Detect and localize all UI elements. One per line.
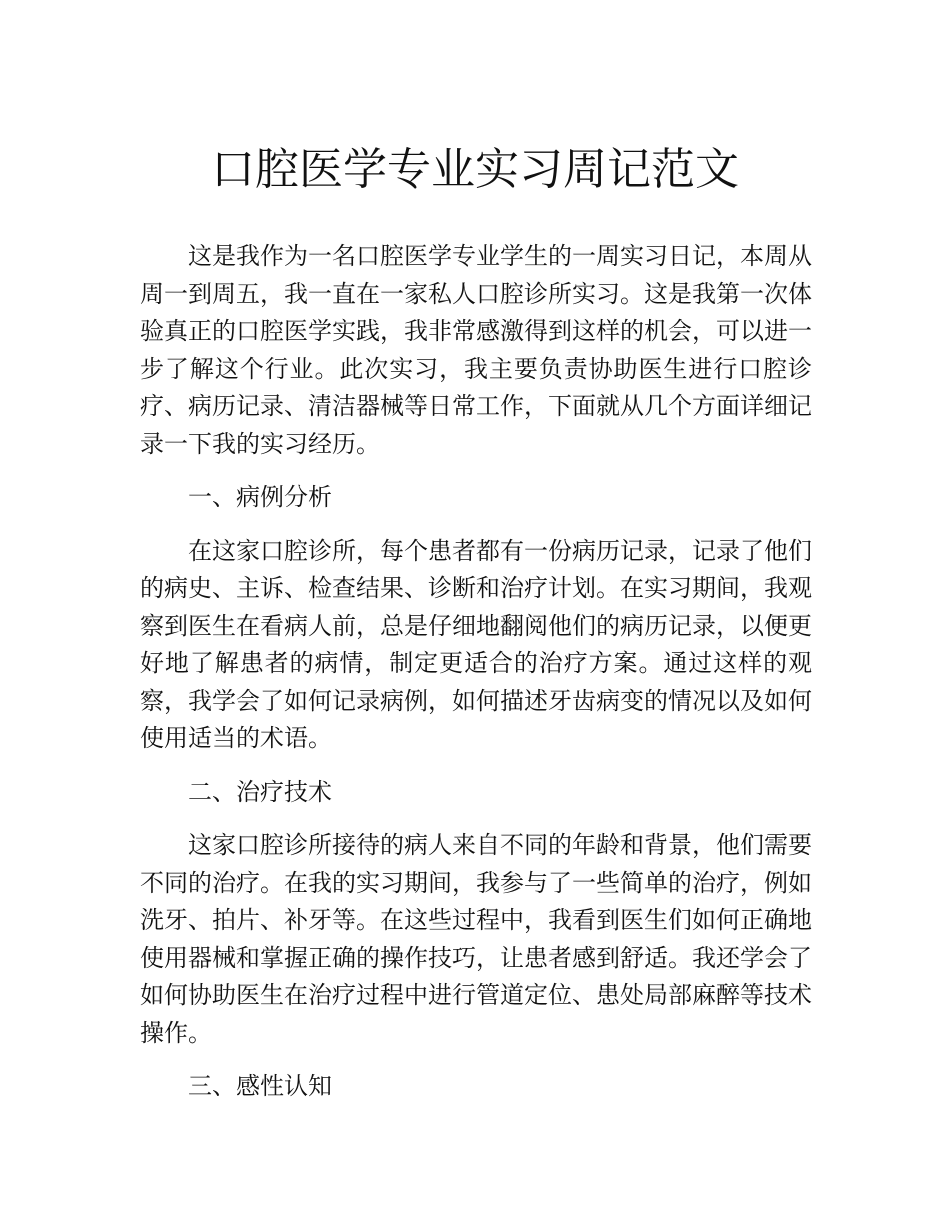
intro-paragraph: 这是我作为一名口腔医学专业学生的一周实习日记，本周从周一到周五，我一直在一家私人口腔诊所实习。这是我第一次体验真正的口腔医学实践，我非常感激得到这样的机会，可以进一步了解这个行业。此次实习，我主要负责协助医生进行口腔诊疗、病历记录、清洁器械等日常工作，下面就从几个方面详细记录一下我的实习经历。 bbox=[140, 242, 812, 458]
paragraph-spacer bbox=[140, 811, 812, 827]
paragraph-spacer bbox=[140, 758, 812, 774]
case-analysis-paragraph: 在这家口腔诊所，每个患者都有一份病历记录，记录了他们的病史、主诉、检查结果、诊断和治疗计划。在实习期间，我观察到医生在看病人前，总是仔细地翻阅他们的病历记录，以便更好地了解患者的病情，制定更适合的治疗方案。通过这样的观察，我学会了如何记录病例，如何描述牙齿病变的情况以及如何使用适当的术语。 bbox=[140, 536, 812, 752]
paragraph-spacer bbox=[140, 463, 812, 479]
section-heading-treatment-technique: 二、治疗技术 bbox=[188, 777, 332, 806]
section-heading-perceptual-cognition: 三、感性认知 bbox=[188, 1072, 332, 1100]
page-title: 口腔医学专业实习周记范文 bbox=[211, 144, 739, 195]
paragraph-spacer bbox=[140, 517, 812, 533]
paragraph-spacer bbox=[140, 1052, 812, 1068]
section-heading-case-analysis: 一、病例分析 bbox=[188, 483, 332, 511]
treatment-technique-paragraph: 这家口腔诊所接待的病人来自不同的年龄和背景，他们需要不同的治疗。在我的实习期间，我参与了一些简单的治疗，例如洗牙、拍片、补牙等。在这些过程中，我看到医生们如何正确地使用器械和掌握正确的操作技巧，让患者感到舒适。我还学会了如何协助医生在治疗过程中进行管道定位、患处局部麻醉等技术操作。 bbox=[140, 831, 812, 1047]
document-body bbox=[140, 238, 812, 1106]
